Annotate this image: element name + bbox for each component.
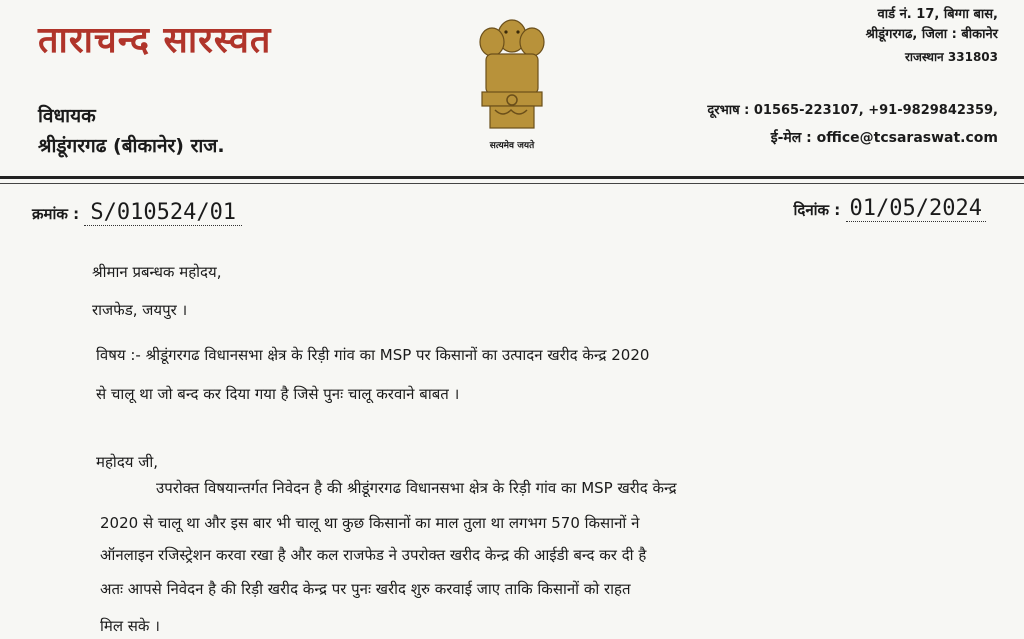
- designation: विधायक: [38, 105, 96, 127]
- header-divider-thick: [0, 176, 1024, 179]
- subject-line-1: विषय :- श्रीडूंगरगढ विधानसभा क्षेत्र के रिड़ी गांव का MSP पर किसानों का उत्पादन खरीद केन्द्र 2020: [96, 346, 650, 364]
- email-address: ई-मेल : office@tcsaraswat.com: [770, 130, 998, 146]
- header-divider-thin: [0, 183, 1024, 184]
- address-line-2: श्रीडूंगरगढ, जिला : बीकानेर: [865, 27, 998, 42]
- letter-date: [794, 196, 987, 221]
- subject-line-2: से चालू था जो बन्द कर दिया गया है जिसे पुनः चालू करवाने बाबत ।: [96, 385, 460, 403]
- constituency: श्रीडूंगरगढ (बीकानेर) राज.: [38, 135, 225, 157]
- body-line: उपरोक्त विषयान्तर्गत निवेदन है की श्रीडूंगरगढ विधानसभा क्षेत्र के रिड़ी गांव का MSP खरीद केन्द्र: [156, 479, 677, 497]
- address-line-1: वार्ड नं. 17, बिग्गा बास,: [877, 7, 998, 22]
- date-value: 01/05/2024: [846, 196, 986, 222]
- phone-numbers: दूरभाष : 01565-223107, +91-9829842359,: [707, 103, 998, 118]
- body-line: अतः आपसे निवेदन है की रिड़ी खरीद केन्द्र पर पुनः खरीद शुरु करवाई जाए ताकि किसानों को राहत: [100, 580, 631, 598]
- date-label: दिनांक :: [793, 201, 841, 219]
- body-line: 2020 से चालू था और इस बार भी चालू था कुछ किसानों का माल तुला था लगभग 570 किसानों ने: [100, 514, 640, 532]
- state-emblem-icon: [470, 6, 554, 156]
- reference-number: [32, 200, 242, 225]
- body-line: ऑनलाइन रजिस्ट्रेशन करवा रखा है और कल राजफेड ने उपरोक्त खरीद केन्द्र की आईडी बन्द कर दी है: [100, 546, 647, 564]
- reference-value: S/010524/01: [84, 200, 242, 226]
- letterhead-name: ताराचन्द सारस्वत: [38, 20, 272, 61]
- address-line-3: राजस्थान 331803: [904, 50, 998, 64]
- body-line: मिल सके ।: [100, 617, 160, 635]
- addressee-line-2: राजफेड, जयपुर ।: [92, 301, 188, 319]
- salutation: महोदय जी,: [96, 453, 159, 471]
- emblem-motto: सत्यमेव जयते: [489, 141, 535, 151]
- addressee-line-1: श्रीमान प्रबन्धक महोदय,: [92, 263, 222, 281]
- reference-label: क्रमांक :: [32, 205, 80, 223]
